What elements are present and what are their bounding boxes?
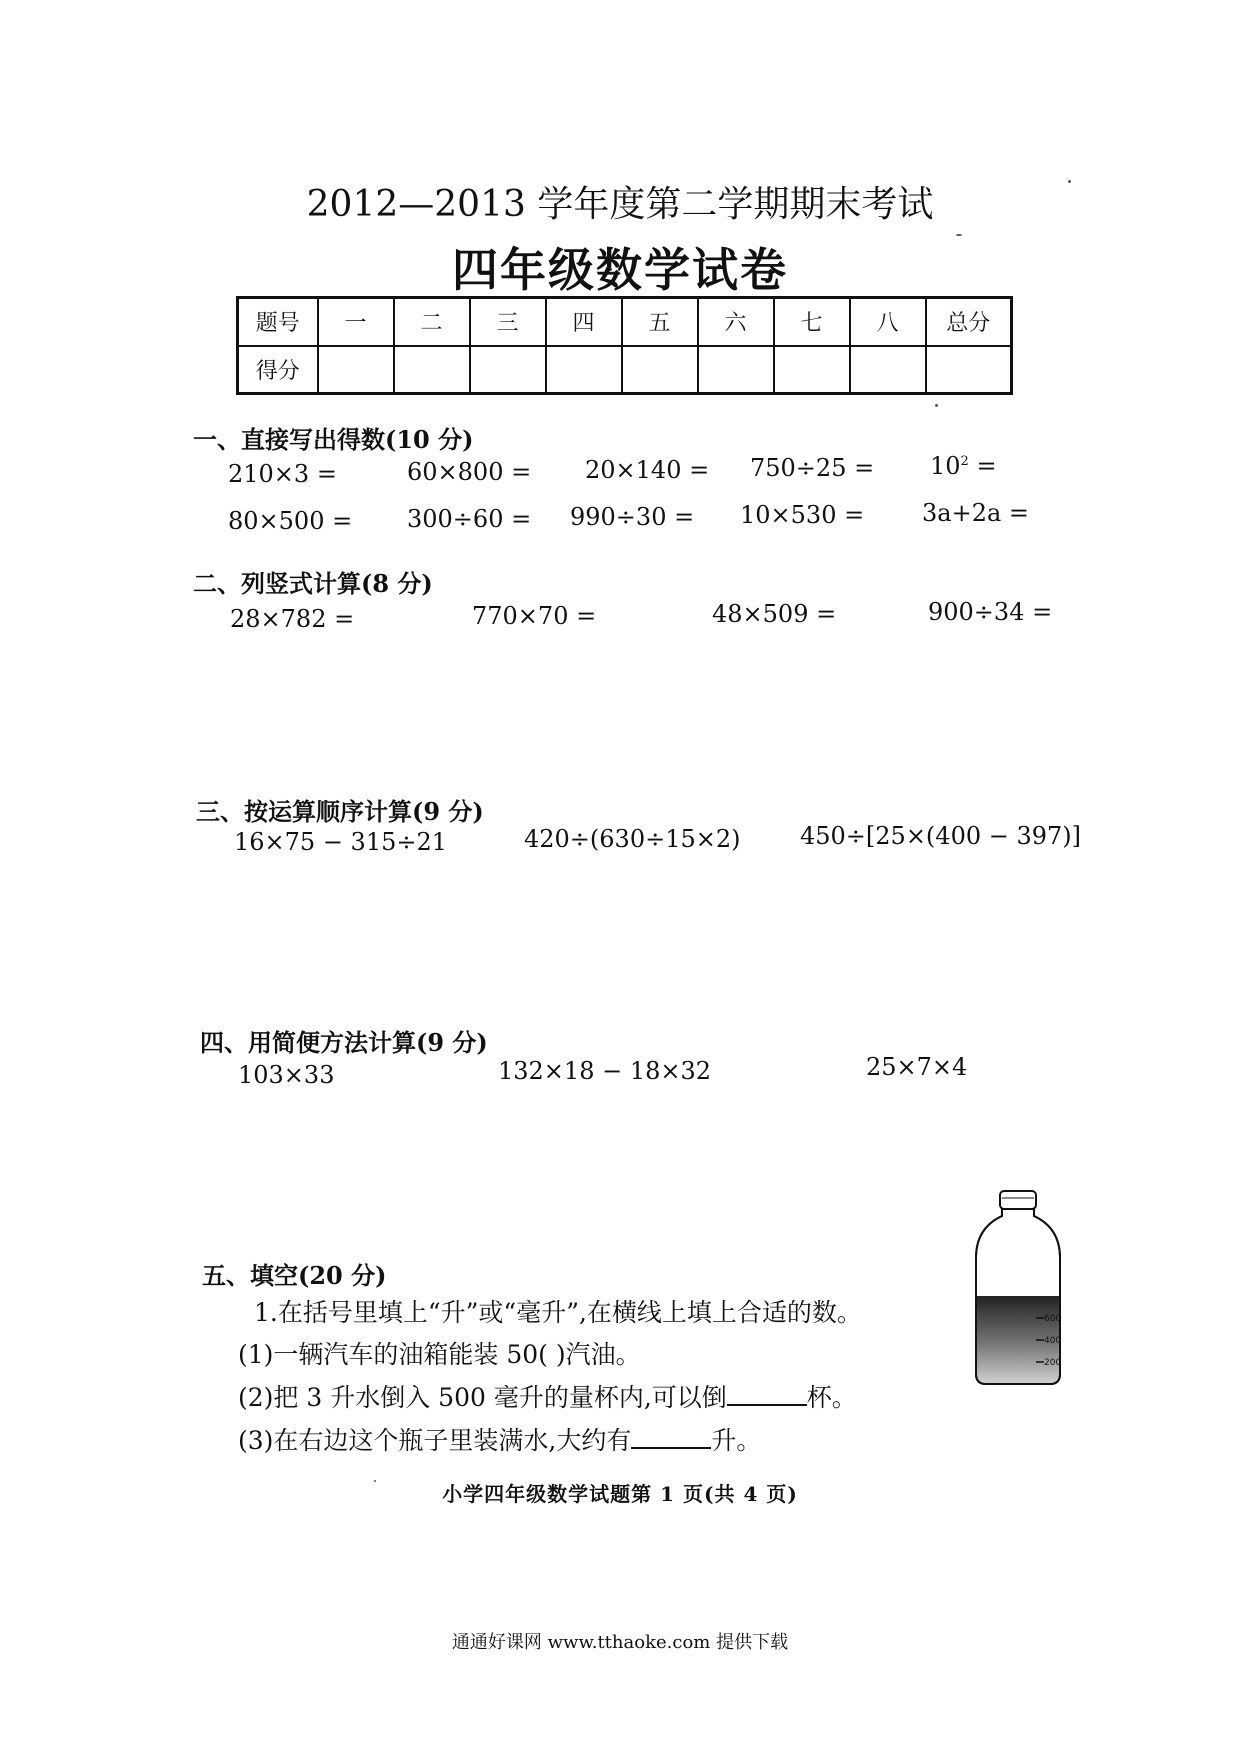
bottle-mark-200: 200: [1044, 1358, 1062, 1368]
header-cell-6: 六: [698, 298, 774, 346]
bottle-mark-400: 400: [1044, 1336, 1062, 1346]
score-cell[interactable]: [546, 346, 622, 394]
section-1-heading: 一、直接写出得数(10 分): [193, 425, 474, 454]
score-cell[interactable]: [622, 346, 698, 394]
answer-blank[interactable]: [727, 1380, 807, 1406]
s3-expr-2: 420÷(630÷15×2): [524, 825, 741, 853]
s4-expr-2: 132×18 − 18×32: [498, 1057, 712, 1085]
s5-question-1-3: (3)在右边这个瓶子里装满水,大约有 升。: [238, 1421, 761, 1457]
page-footer: 小学四年级数学试题第 1 页(共 4 页): [442, 1482, 798, 1506]
s1-expr-3: 20×140 =: [585, 456, 710, 484]
score-table-score-row: [238, 346, 1012, 394]
header-cell-5: 五: [622, 298, 698, 346]
scan-speck: [374, 1480, 376, 1482]
section-2-heading: 二、列竖式计算(8 分): [193, 569, 433, 598]
s1-expr-10: 3a+2a =: [922, 499, 1030, 527]
s1-expr-1: 210×3 =: [228, 460, 337, 488]
s5-question-1: 1.在括号里填上“升”或“毫升”,在横线上填上合适的数。: [254, 1298, 862, 1327]
score-row-label: 得分: [238, 346, 318, 394]
exam-title: 2012—2013 学年度第二学期期末考试: [306, 184, 934, 225]
scan-speck: [935, 404, 938, 407]
s1-expr-5: $10^2$ =: [930, 452, 997, 480]
header-cell-2: 二: [394, 298, 470, 346]
header-cell-3: 三: [470, 298, 546, 346]
water-bottle-image: [968, 1188, 1064, 1388]
score-cell[interactable]: [774, 346, 850, 394]
header-cell-1: 一: [318, 298, 394, 346]
s1-expr-9: 10×530 =: [740, 501, 865, 529]
section-4-heading: 四、用简便方法计算(9 分): [200, 1028, 488, 1057]
paper-title: 四年级数学试卷: [452, 243, 788, 297]
s1-expr-7: 300÷60 =: [407, 505, 532, 533]
header-cell-label: 题号: [238, 298, 318, 346]
score-cell[interactable]: [318, 346, 394, 394]
s3-expr-1: 16×75 − 315÷21: [234, 828, 448, 856]
s1-expr-6: 80×500 =: [228, 507, 353, 535]
header-cell-4: 四: [546, 298, 622, 346]
score-table-header-row: [238, 298, 1012, 346]
score-cell[interactable]: [850, 346, 926, 394]
score-cell[interactable]: [926, 346, 1012, 394]
score-cell[interactable]: [698, 346, 774, 394]
s3-expr-3: 450÷[25×(400 − 397)]: [800, 822, 1082, 850]
s5-question-1-2: (2)把 3 升水倒入 500 毫升的量杯内,可以倒 杯。: [238, 1378, 857, 1414]
section-3-heading: 三、按运算顺序计算(9 分): [196, 797, 484, 826]
s1-expr-2: 60×800 =: [407, 458, 532, 486]
header-cell-8: 八: [850, 298, 926, 346]
header-cell-7: 七: [774, 298, 850, 346]
header-cell-total: 总分: [926, 298, 1012, 346]
bottle-cap: [1000, 1191, 1036, 1209]
s4-expr-1: 103×33: [238, 1061, 335, 1089]
s2-expr-3: 48×509 =: [712, 600, 837, 628]
bottle-mark-600: 600: [1044, 1314, 1062, 1324]
s1-expr-4: 750÷25 =: [750, 454, 875, 482]
scan-speck: [1068, 180, 1071, 183]
section-5-heading: 五、填空(20 分): [202, 1261, 387, 1290]
s4-expr-3: 25×7×4: [866, 1053, 968, 1081]
s2-expr-2: 770×70 =: [472, 602, 597, 630]
scan-speck: [956, 234, 962, 236]
s2-expr-4: 900÷34 =: [928, 598, 1053, 626]
answer-blank[interactable]: [631, 1423, 711, 1449]
s2-expr-1: 28×782 =: [230, 605, 355, 633]
score-cell[interactable]: [470, 346, 546, 394]
score-table: [236, 296, 1013, 395]
s1-expr-8: 990÷30 =: [570, 503, 695, 531]
score-cell[interactable]: [394, 346, 470, 394]
download-credit: 通通好课网 www.tthaoke.com 提供下载: [451, 1632, 789, 1653]
s5-question-1-1: (1)一辆汽车的油箱能装 50( )汽油。: [238, 1340, 641, 1369]
